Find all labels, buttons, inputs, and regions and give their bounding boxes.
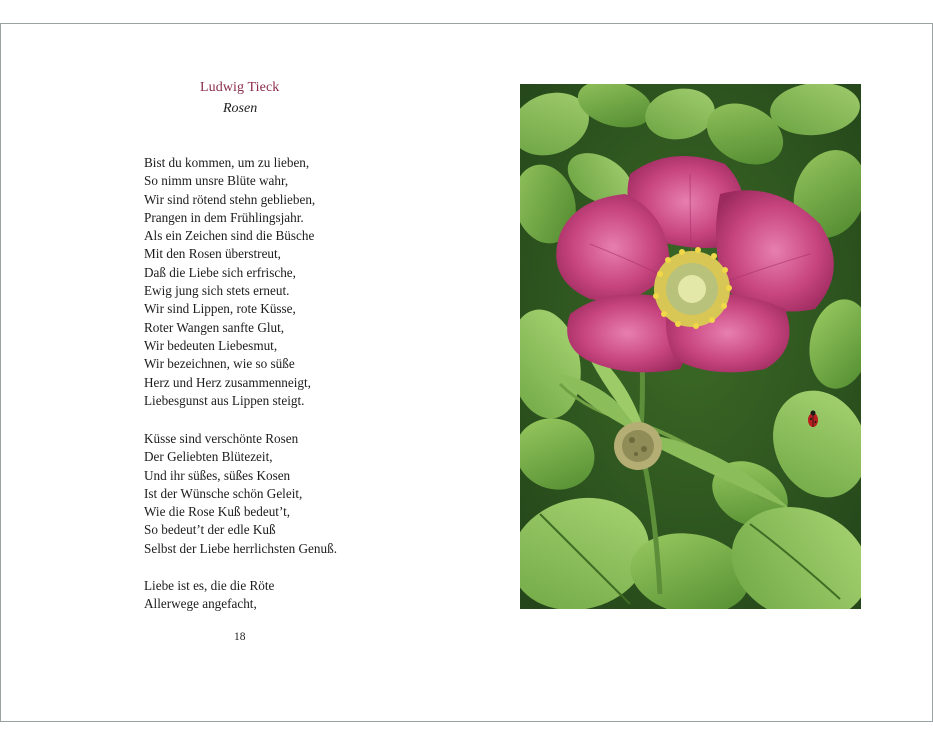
poem-line: Küsse sind verschönte Rosen	[144, 431, 299, 446]
poem-line: Mit den Rosen überstreut,	[144, 246, 281, 262]
stanza-1	[144, 154, 315, 410]
poem-line: Roter Wangen sanfte Glut,	[144, 319, 285, 335]
poem-line: Prangen in dem Frühlingsjahr.	[144, 209, 304, 225]
poem-line: Wir bezeichnen, wie so süße	[144, 356, 295, 372]
poem-line: Ist der Wünsche schön Geleit,	[144, 485, 303, 501]
rose-hip	[614, 422, 662, 470]
poem-title: Rosen	[223, 101, 258, 116]
poem-line: Allerwege angefacht,	[144, 596, 257, 612]
stanza-3	[144, 577, 274, 614]
poem-line: Selbst der Liebe herrlichsten Genuß.	[144, 540, 337, 556]
poem-line: Wie die Rose Kuß bedeut’t,	[144, 504, 291, 520]
stanza-2	[144, 430, 337, 558]
poem-line: Liebesgunst aus Lippen steigt.	[144, 392, 305, 408]
poem-line: Der Geliebten Blütezeit,	[144, 449, 273, 465]
poem-line: Wir sind Lippen, rote Küsse,	[144, 301, 296, 317]
rose-illustration	[520, 84, 861, 609]
poem-line: Daß die Liebe sich erfrische,	[144, 264, 296, 280]
poem-line: Ewig jung sich stets erneut.	[144, 283, 290, 299]
poem-line: Bist du kommen, um zu lieben,	[144, 155, 310, 170]
poem-line: Wir sind rötend stehn geblieben,	[144, 191, 316, 207]
rose-image	[520, 84, 861, 609]
poem-line: Und ihr süßes, süßes Kosen	[144, 467, 291, 483]
poem-line: Als ein Zeichen sind die Büsche	[144, 228, 315, 244]
poem-line: So bedeut’t der edle Kuß	[144, 522, 276, 538]
poem-author: Ludwig Tieck	[200, 80, 280, 95]
poem-line: Wir bedeuten Liebesmut,	[144, 337, 278, 353]
page-number: 18	[234, 631, 246, 643]
poem-line: So nimm unsre Blüte wahr,	[144, 173, 289, 189]
poem-line: Liebe ist es, die die Röte	[144, 578, 275, 593]
poem-line: Herz und Herz zusammenneigt,	[144, 374, 311, 390]
